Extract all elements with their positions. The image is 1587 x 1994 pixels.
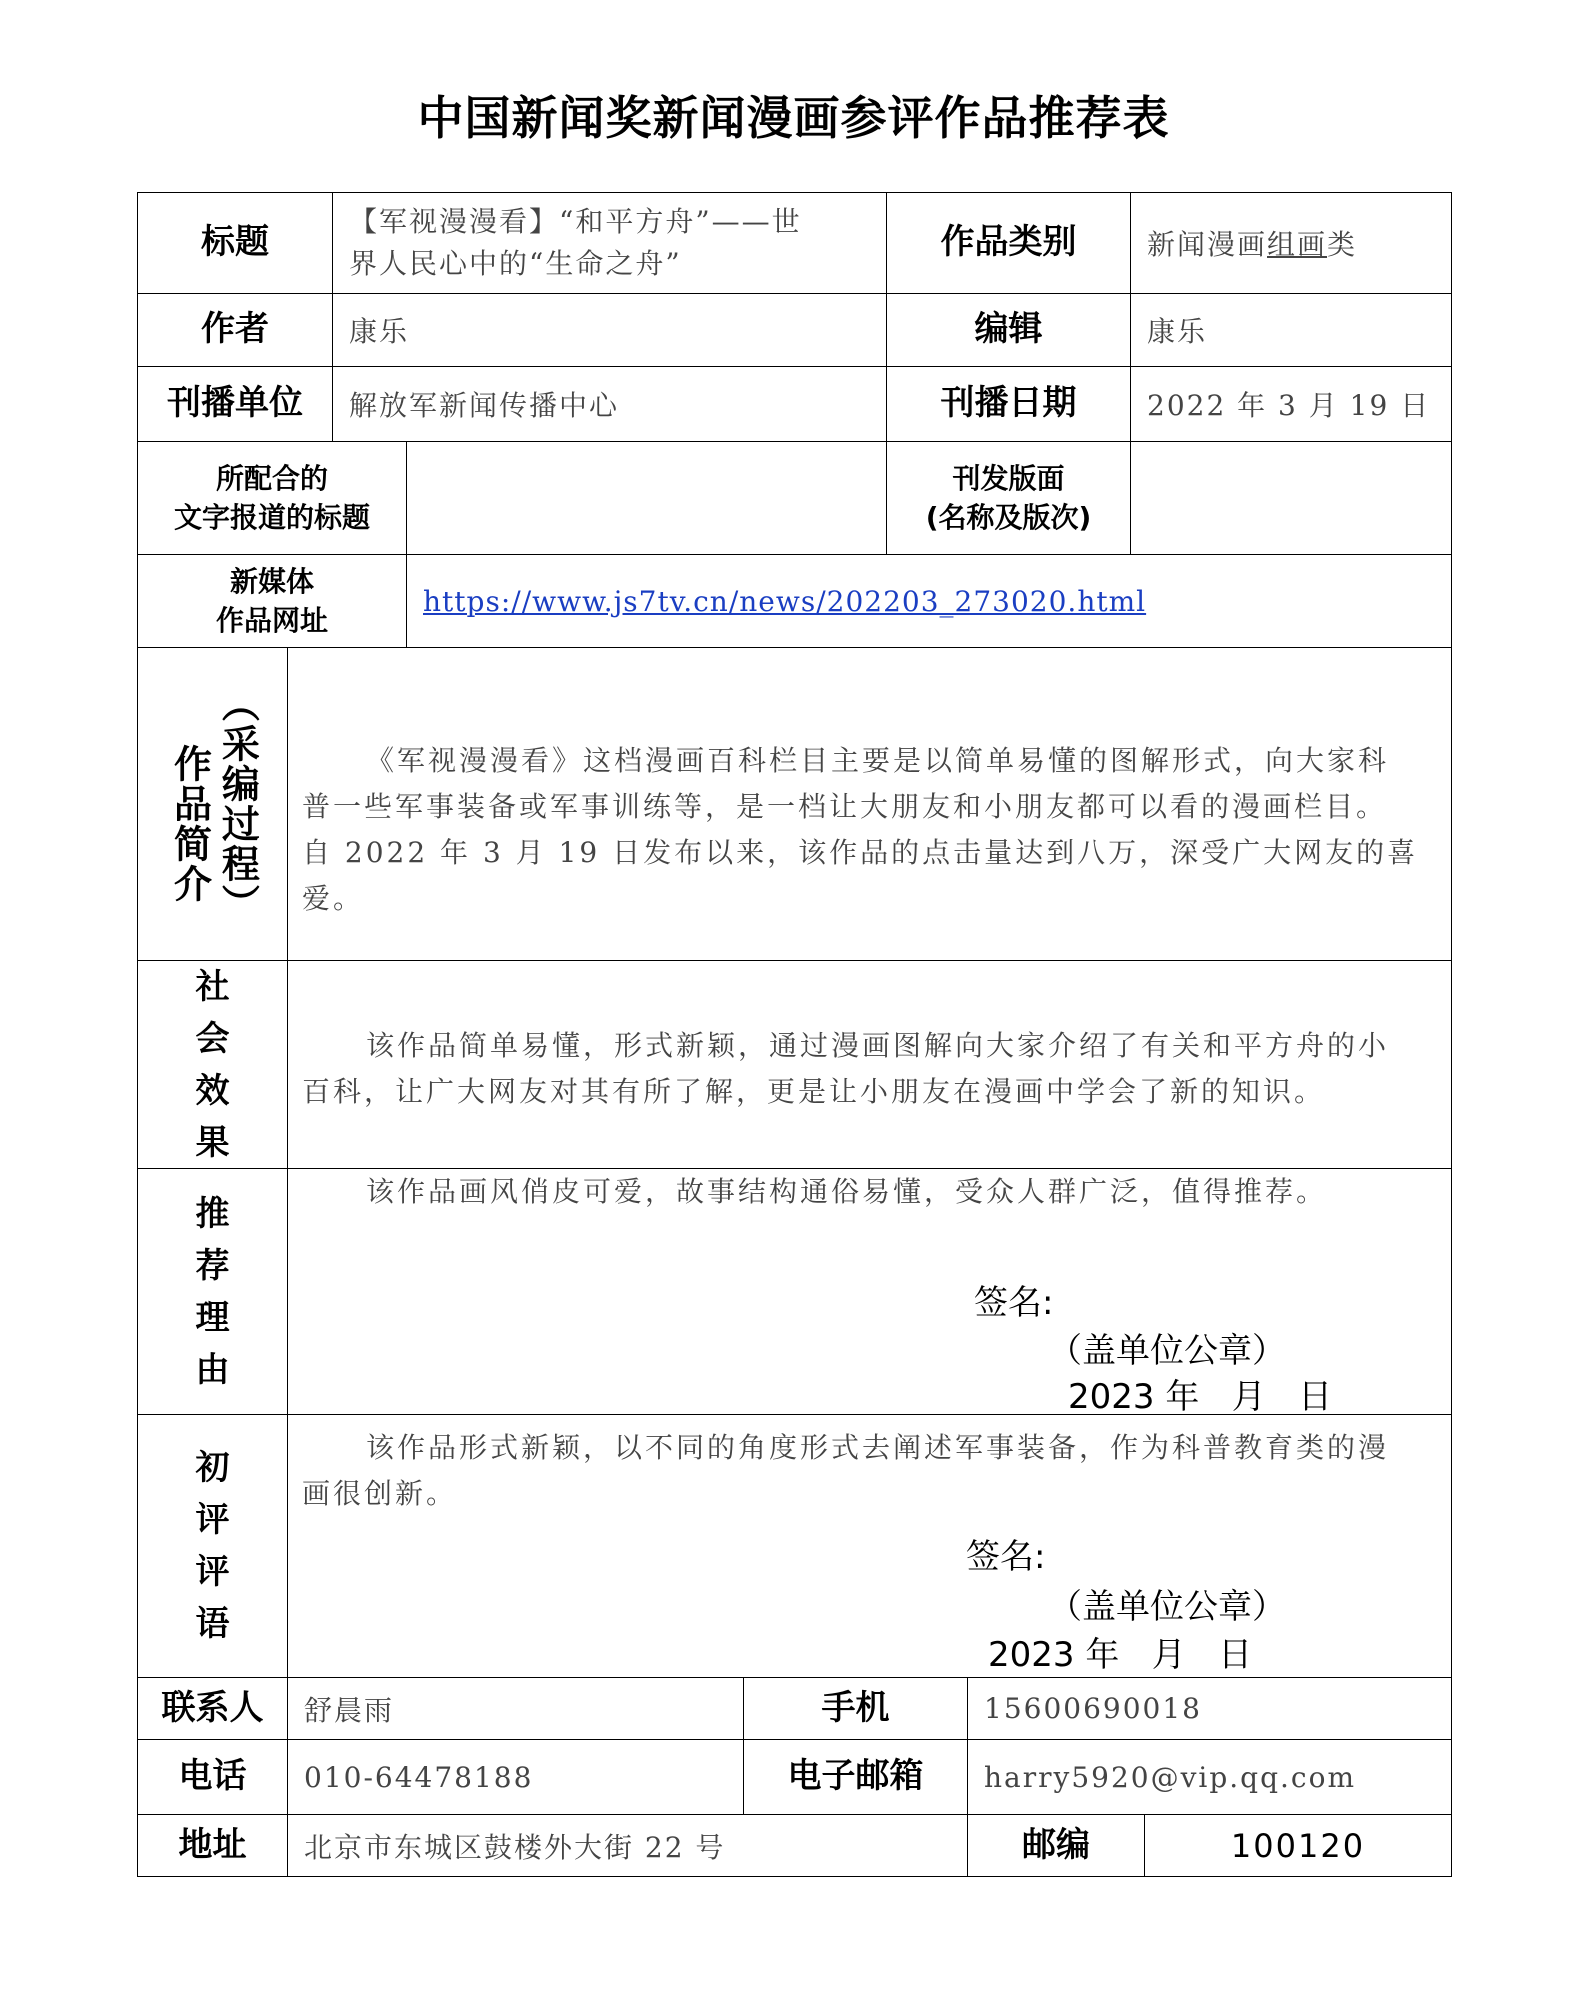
label-effect: 社 会 效 果 [137,960,288,1169]
newmedia-url-link[interactable]: https://www.js7tv.cn/news/202203_273020.html [423,585,1147,618]
label-phone: 电话 [137,1739,288,1815]
value-reason [287,1168,1452,1415]
label-pub-date: 刊播日期 [886,366,1131,442]
value-contact: 舒晨雨 [287,1677,744,1740]
review-date: 2023 年 月 日 [988,1635,1253,1675]
label-title: 标题 [137,192,333,294]
review-text: 该作品形式新颖，以不同的角度形式去阐述军事装备，作为科普教育类的漫 画很创新。 [302,1431,1390,1510]
value-address: 北京市东城区鼓楼外大街 22 号 [287,1814,968,1877]
label-reason: 推 荐 理 由 [137,1168,288,1415]
label-editor: 编辑 [886,293,1131,367]
value-author: 康乐 [332,293,887,367]
label-related-report: 所配合的 文字报道的标题 [137,441,407,555]
label-email: 电子邮箱 [743,1739,968,1815]
value-intro [287,647,1452,961]
intro-paren-label: （采编过程） [215,684,260,924]
reason-date: 2023 年 月 日 [1068,1377,1333,1417]
value-zip: 100120 [1144,1814,1452,1877]
label-newmedia-url: 新媒体 作品网址 [137,554,407,648]
label-review: 初 评 评 语 [137,1414,288,1678]
reason-text: 该作品画风俏皮可爱，故事结构通俗易懂，受众人群广泛，值得推荐。 [366,1175,1328,1208]
label-intro [137,647,288,961]
value-mobile: 15600690018 [967,1677,1452,1740]
value-category: 新闻漫画 组画 类 [1130,192,1452,294]
value-pub-date: 2022 年 3 月 19 日 [1130,366,1452,442]
value-title: 【军视漫漫看】“和平方舟”——世 界人民心中的“生命之舟” [332,192,887,294]
value-phone: 010-64478188 [287,1739,744,1815]
value-newmedia-url [406,554,1452,648]
effect-text: 该作品简单易懂，形式新颖，通过漫画图解向大家介绍了有关和平方舟的小 百科，让广大网友对其有所了解，更是让小朋友在漫画中学会了新的知识。 [302,1029,1390,1108]
label-mobile: 手机 [743,1677,968,1740]
value-email: harry5920@vip.qq.com [967,1739,1452,1815]
label-address: 地址 [137,1814,288,1877]
label-category: 作品类别 [886,192,1131,294]
document-title: 中国新闻奖新闻漫画参评作品推荐表 [417,91,1170,145]
label-author: 作者 [137,293,333,367]
label-contact: 联系人 [137,1677,288,1740]
category-type: 组画 [1267,228,1328,261]
review-seal: （盖单位公章） [1048,1587,1286,1627]
reason-signature: 签名: [974,1283,1054,1323]
value-effect [287,960,1452,1169]
intro-text: 《军视漫漫看》这档漫画百科栏目主要是以简单易懂的图解形式，向大家科 普一些军事装备或军事训练等，是一档让大朋友和小朋友都可以看的漫画栏目。 自 2022 年 3 月 19 日发布以来，该作品的点击量达到八万，深受广大网友的喜爱。 [302,744,1419,915]
label-layout: 刊发版面 (名称及版次) [886,441,1131,555]
review-signature: 签名: [966,1537,1046,1577]
intro-main-label: 作品简介 [167,744,212,904]
value-review [287,1414,1452,1678]
value-publisher: 解放军新闻传播中心 [332,366,887,442]
value-layout [1130,441,1452,555]
reason-seal: （盖单位公章） [1048,1331,1286,1371]
label-publisher: 刊播单位 [137,366,333,442]
value-related-report [406,441,887,555]
value-editor: 康乐 [1130,293,1452,367]
label-zip: 邮编 [967,1814,1145,1877]
